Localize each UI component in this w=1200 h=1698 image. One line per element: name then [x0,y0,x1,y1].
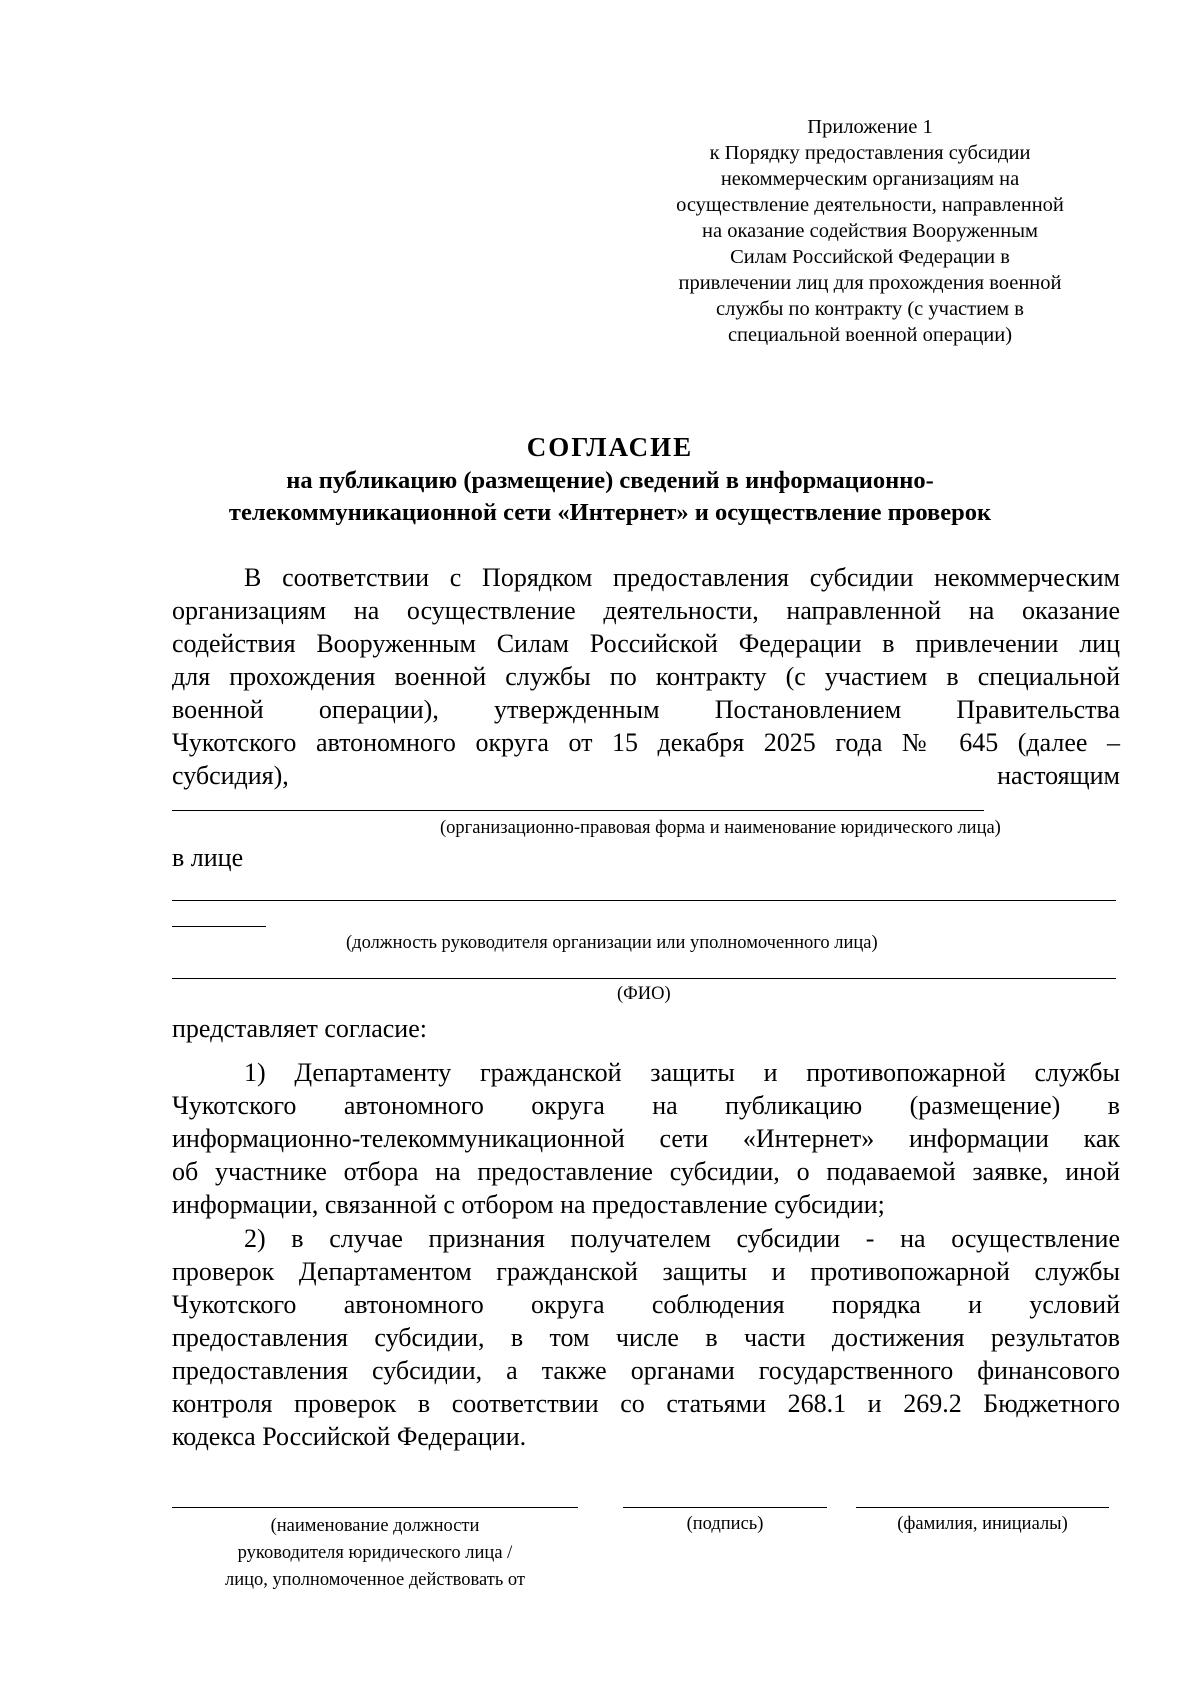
consent-lead: представляет согласие: [172,1014,427,1043]
intro-line: для прохождения военной службы по контракту (с участием в специальной [172,662,1120,691]
appendix-line: Приложение 1 [807,116,933,138]
caption-line: (наименование должности [270,1516,480,1536]
appendix-line: службы по контракту (с участием в [716,298,1024,320]
name-initials-caption: (фамилия, инициалы) [897,1514,1068,1534]
position-line [172,900,1116,901]
document-subtitle [150,465,1070,529]
position-line-continuation [172,926,266,927]
consent-item-line: об участнике отбора на предоставление субсидии, о подаваемой заявке, иной [172,1157,1120,1186]
consent-item-line: 1) Департаменту гражданской защиты и противопожарной службы [244,1058,1120,1087]
consent-item-line: информации, связанной с отбором на предоставление субсидии; [172,1190,885,1219]
intro-paragraph [172,561,1120,792]
consent-item-line: проверок Департаментом гражданской защиты и противопожарной службы [172,1257,1120,1286]
document-title: СОГЛАСИЕ [526,432,694,462]
caption-line: лицо, уполномоченное действовать от [225,1570,525,1590]
signature-line [623,1507,827,1508]
appendix-line: некоммерческим организациям на [720,168,1020,190]
consent-item-line: информационно-телекоммуникационной сети «Интернет» информации как [172,1124,1120,1153]
signature-caption: (подпись) [686,1514,764,1534]
consent-item-line: кодекса Российской Федерации. [172,1422,527,1451]
in-person-label: в лице [172,843,244,872]
consent-item-line: предоставления субсидии, а также органами государственного финансового [172,1356,1120,1385]
org-name-caption: (организационно-правовая форма и наименование юридического лица) [440,818,1001,838]
consent-item-line: контроля проверок в соответствии со статьями 268.1 и 269.2 Бюджетного [172,1389,1120,1418]
consent-item-2 [172,1222,1120,1453]
intro-line: субсидия), настоящим [172,761,1120,790]
intro-line: военной операции), утвержденным Постановлением Правительства [172,695,1120,724]
subtitle-line: телекоммуникационной сети «Интернет» и осуществление проверок [228,499,992,526]
appendix-line: осуществление деятельности, направленной [676,194,1064,216]
consent-item-line: 2) в случае признания получателем субсидии - на осуществление [244,1224,1120,1253]
position-caption: (должность руководителя организации или уполномоченного лица) [346,933,878,953]
intro-line: содействия Вооруженным Силам Российской Федерации в привлечении лиц [172,629,1120,658]
intro-line: организациям на осуществление деятельности, направленной на оказание [172,596,1120,625]
consent-item-line: Чукотского автономного округа на публикацию (размещение) в [172,1091,1120,1120]
consent-item-line: предоставления субсидии, в том числе в части достижения результатов [172,1323,1120,1352]
fio-caption: (ФИО) [617,984,671,1004]
consent-item-1 [172,1056,1120,1221]
appendix-line: специальной военной операции) [727,324,1013,346]
intro-line: В соответствии с Порядком предоставления субсидии некоммерческим [244,563,1120,592]
intro-line: Чукотского автономного округа от 15 декабря 2025 года № 645 (далее – [172,728,1120,757]
position-signature-line [172,1507,578,1508]
fio-line [172,978,1116,979]
appendix-line: Силам Российской Федерации в [730,246,1010,268]
name-initials-line [856,1507,1109,1508]
appendix-line: на оказание содействия Вооруженным [702,220,1038,242]
consent-item-line: Чукотского автономного округа соблюдения порядка и условий [172,1290,1120,1319]
org-name-line [172,810,984,811]
subtitle-line: на публикацию (размещение) сведений в информационно- [286,467,934,494]
appendix-line: привлечении лиц для прохождения военной [678,272,1062,294]
appendix-header [620,114,1120,348]
appendix-line: к Порядку предоставления субсидии [709,142,1031,164]
caption-line: руководителя юридического лица / [237,1543,513,1563]
position-signature-caption [172,1513,578,1594]
